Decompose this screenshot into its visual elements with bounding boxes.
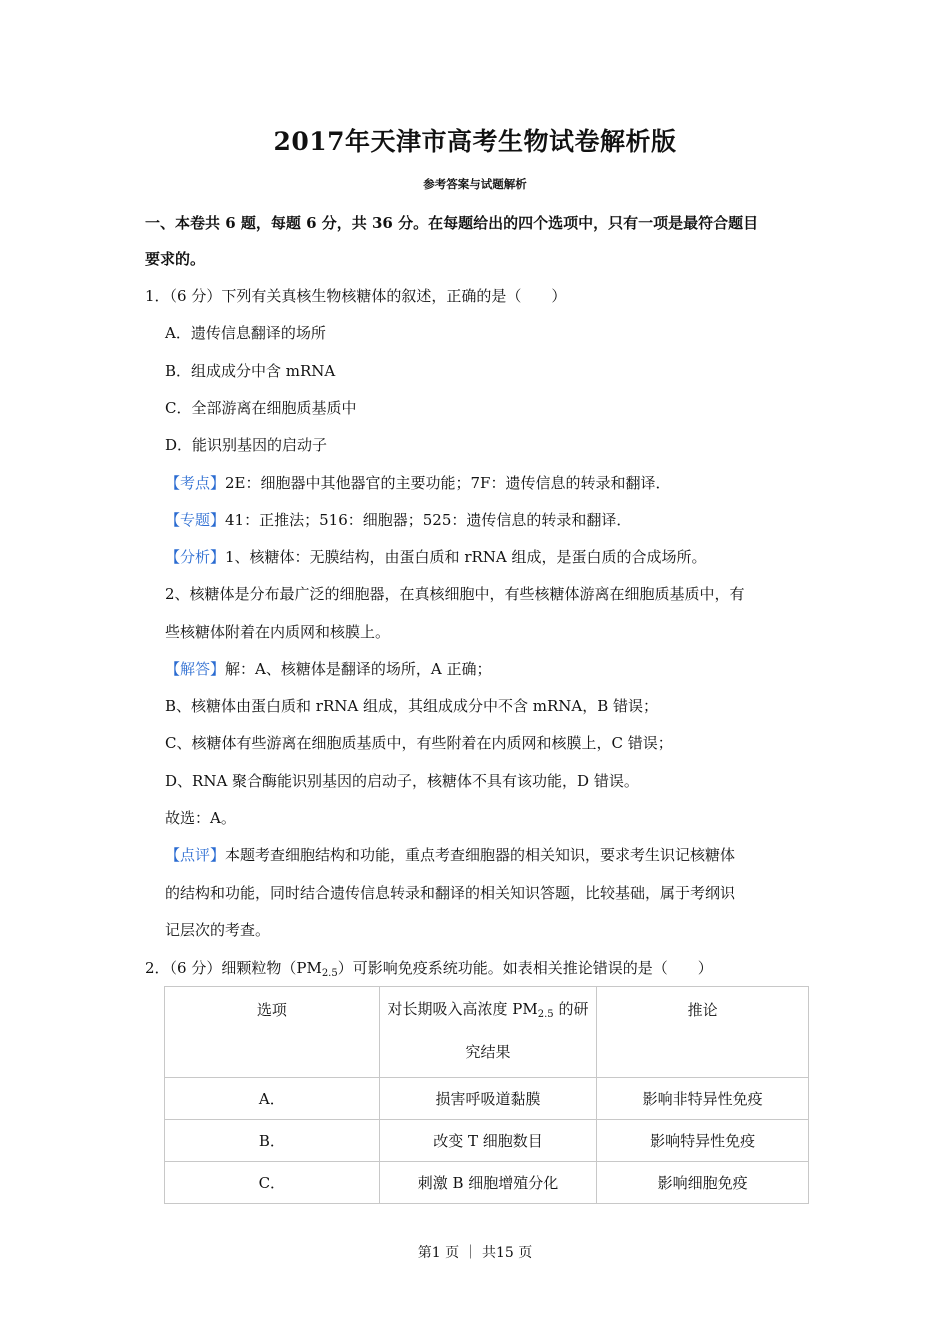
page-title: 2017年天津市高考生物试卷解析版 — [273, 127, 677, 156]
table-row — [165, 1162, 809, 1204]
row-inference: 影响特异性免疫 — [597, 1120, 809, 1162]
kaodian-text: 2E：细胞器中其他器官的主要功能；7F：遗传信息的转录和翻译． — [225, 474, 671, 492]
q1-kaodian — [165, 473, 670, 493]
table-header-row — [165, 987, 809, 1078]
q1-option-b: B．组成成分中含 mRNA — [165, 362, 336, 380]
page-footer: 第1 页 ｜ 共15 页 — [417, 1245, 533, 1261]
section-heading-line2: 要求的。 — [145, 250, 206, 268]
q2-stem-post: ）可影响免疫系统功能。如表相关推论错误的是（ ） — [337, 959, 713, 977]
q2-table — [164, 986, 809, 1204]
header-result-line2: 究结果 — [465, 1043, 511, 1061]
q1-option-d: D．能识别基因的启动子 — [165, 436, 328, 454]
row-inference: 影响细胞免疫 — [597, 1162, 809, 1204]
fenxi-text: 1、核糖体：无膜结构，由蛋白质和 rRNA 组成，是蛋白质的合成场所。 — [225, 548, 707, 566]
dianping-text: 本题考查细胞结构和功能，重点考查细胞器的相关知识，要求考生识记核糖体 — [225, 846, 736, 864]
q2-stem — [145, 958, 713, 984]
header-result-sub: 2.5 — [537, 1009, 554, 1020]
table-row — [165, 1120, 809, 1162]
q1-jieda-d: D、RNA 聚合酶能识别基因的启动子，核糖体不具有该功能，D 错误。 — [165, 772, 639, 790]
table-row — [165, 1078, 809, 1120]
q1-jieda-c: C、核糖体有些游离在细胞质基质中，有些附着在内质网和核膜上，C 错误； — [165, 734, 673, 752]
q1-jieda-b: B、核糖体由蛋白质和 rRNA 组成，其组成成分中不含 mRNA，B 错误； — [165, 697, 659, 715]
page-subtitle: 参考答案与试题解析 — [423, 177, 527, 191]
row-option: A． — [165, 1078, 380, 1120]
dianping-tag: 【点评】 — [165, 846, 226, 864]
q1-zhuanti — [165, 510, 631, 530]
header-result-post: 的研 — [553, 1000, 589, 1018]
row-option: C． — [165, 1162, 380, 1204]
row-result: 损害呼吸道黏膜 — [379, 1078, 597, 1120]
jieda-tag: 【解答】 — [165, 660, 226, 678]
row-inference: 影响非特异性免疫 — [597, 1078, 809, 1120]
q1-dianping — [165, 845, 735, 865]
header-inference: 推论 — [597, 987, 809, 1078]
q2-stem-pre: 2．（6 分）细颗粒物（PM — [145, 959, 322, 977]
q1-jieda — [165, 659, 491, 679]
jieda-text: 解：A、核糖体是翻译的场所，A 正确； — [225, 660, 492, 678]
q1-stem: 1．（6 分）下列有关真核生物核糖体的叙述，正确的是（ ） — [145, 287, 567, 305]
q1-answer: 故选：A。 — [165, 809, 236, 827]
section-heading-line1: 一、本卷共 6 题，每题 6 分，共 36 分。在每题给出的四个选项中，只有一项是最符合题目 — [145, 214, 759, 232]
q1-fenxi2-line2: 些核糖体附着在内质网和核膜上。 — [165, 623, 391, 641]
q1-dianping-line3: 记层次的考查。 — [165, 921, 271, 939]
row-option: B． — [165, 1120, 380, 1162]
fenxi-tag: 【分析】 — [165, 548, 226, 566]
q1-fenxi2-line1: 2、核糖体是分布最广泛的细胞器，在真核细胞中，有些核糖体游离在细胞质基质中，有 — [165, 585, 745, 603]
q1-fenxi — [165, 547, 707, 567]
q2-stem-sub: 2.5 — [321, 968, 338, 979]
q1-option-c: C．全部游离在细胞质基质中 — [165, 399, 357, 417]
row-result: 刺激 B 细胞增殖分化 — [379, 1162, 597, 1204]
q1-dianping-line2: 的结构和功能，同时结合遗传信息转录和翻译的相关知识答题，比较基础，属于考纲识 — [165, 884, 736, 902]
zhuanti-text: 41：正推法；516：细胞器；525：遗传信息的转录和翻译． — [225, 511, 632, 529]
zhuanti-tag: 【专题】 — [165, 511, 226, 529]
header-option: 选项 — [165, 987, 380, 1078]
header-result-pre: 对长期吸入高浓度 PM — [387, 1000, 538, 1018]
header-result — [379, 987, 597, 1078]
kaodian-tag: 【考点】 — [165, 474, 226, 492]
row-result: 改变 T 细胞数目 — [379, 1120, 597, 1162]
q1-option-a: A．遗传信息翻译的场所 — [165, 324, 326, 342]
